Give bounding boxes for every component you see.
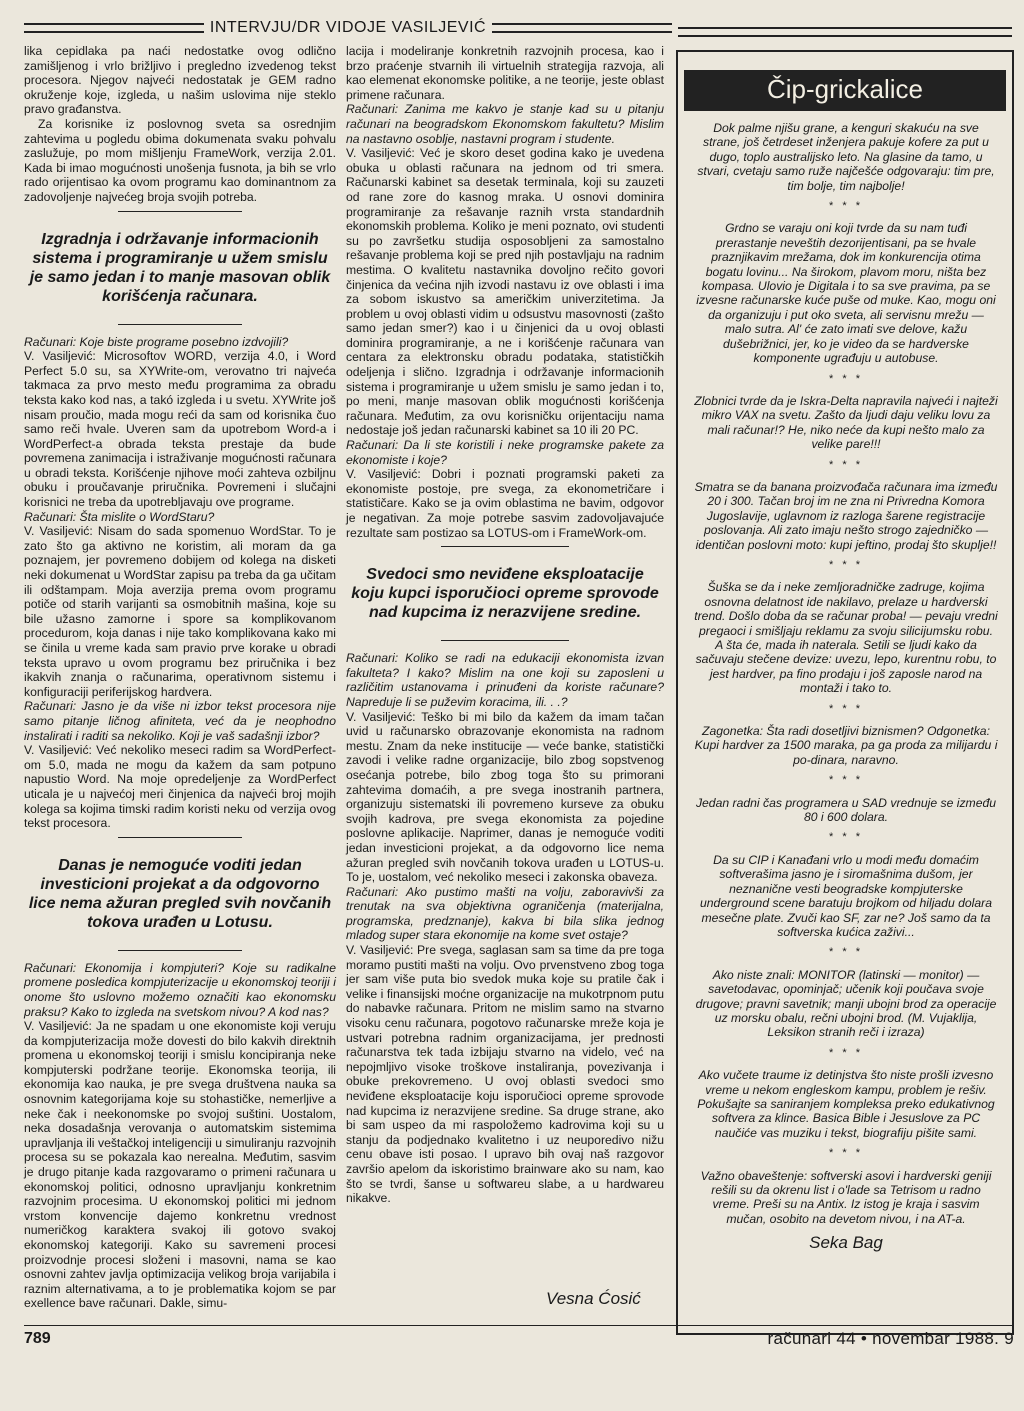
sidebar-item: Dok palme njišu grane, a kenguri skakuću na sve strane, još četrdeset inženjera pakuje kofere za put u dugo, toplo australijsko leto. Na glasine da tamo, u stvari, cvetaju samo ruže najčešće odgovaraju: tim pre, tim bolje, tim najbolje! [697,121,995,193]
answer: V. Vasiljević: Teško bi mi bilo da kažem da imam tačan uvid u računarsko obrazovanje ekonomista na radnom mestu. Znam da neke institucije — veće banke, statistički zavodi i velike radne organizacije, bilo zbog sopstvenog osećanja potrebe, bilo zbog toga što su primorani zahtevima domaćih, a pre svega inostranih partnera, organizuju sistematski ili povremeno kurseve za obuku svojih kadrova, pre svega ekonomista za pojedine poslovne aplikacije. Naprimer, danas je nemoguće voditi jedan investicioni projekat, a da odgovorno lice nema ažuran pregled svih novčanih tokova urađen u LOTUS-u. To je, uostalom, već nekoliko meseci i zakonska obaveza. [346,709,664,885]
sidebar-item: Jedan radni čas programera u SAD vrednuje se između 80 i 600 dolara. [695,795,997,825]
star-separator: * * * [829,774,863,787]
section-header [24,16,672,40]
divider [118,950,243,951]
section-title: INTERVJU/DR VIDOJE VASILJEVIĆ [209,19,487,36]
sidebar-item: Da su CIP i Kanađani vrlo u modi među domaćim softverašima jasno je i siromašnima dušom, jer neznanične vesti beogradske kompjuterske underground scene baratuju brojkom od hiljadu dolara mesečne plate. Zvuči kao SF, zar ne? Još samo da ta softverska kućica zaživi... [699,852,993,939]
header-rule-right [492,23,672,33]
sidebar-item: Zlobnici tvrde da je Iskra-Delta napravila najveći i najteži mikro VAX na svetu. Zašto da ljudi daju veliku lovu za mali računar!? He, niko neće da kupi nešto malo za velike pare!!! [694,393,998,452]
star-separator: * * * [829,458,863,471]
pull-quote: Izgradnja i održavanje informacionih sistema i programiranje u užem smislu je samo jedan i to manje masovan oblik korišćenja računara. [29,230,331,305]
divider [118,837,243,838]
question: Računari: Ako pustimo mašti na volju, zaboravivši za trenutak na sva objektivna ograničenja (materijalna, programska, predznanje), kakva bi bila slika jednog mladog super stara ekonomije na kome svet ostaje? [346,884,664,943]
star-separator: * * * [829,831,863,844]
divider [441,546,568,547]
star-separator: * * * [829,946,863,959]
sidebar-item: Grdno se varaju oni koji tvrde da su nam tuđi prerastanje neveštih dezorijentisani, pa se hvale praznjikavim mrežama, dok im konkurencija otima bogatu lovinu... Na širokom, plavom moru, ništa bez kompasa. Ulovio je Digitala i to sa sve pravima, pa se izvesne računarske kuće puše od muke. Kao, mogu oni da organizuju i put oko sveta, ali servisnu mrežu — malo sutra. Al' će zato imati sve delove, kažu dušebrižnici, jer, ko je video da se hardverske komponente ugrađuju u autobuse. [696,221,996,366]
star-separator: * * * [829,558,863,571]
sidebar-item: Važno obaveštenje: softverski asovi i hardverski geniji rešili su da okrenu list i o'lade sa Tetrisom u radno vreme. Preši su na Antix. Iz istog je kraja i sasvim mučan, osobito na devetom nivou, i na AT-a. [700,1168,992,1226]
issue-info: računari 44 • novembar 1988. 9 [767,1329,1014,1348]
article-column-1 [24,44,336,1311]
sidebar-signature: Seka Bag [809,1233,883,1253]
answer: V. Vasiljević: Dobri i poznati programski paketi za ekonomiste postoje, pre svega, za ekonometričare i statističare. Kako se ja ovim oblastima ne bavim, odgovor je negativan. Za moje potrebe sasvim zadovoljavajuće rezultate sam postizao sa LOTUS-om i FrameWork-om. [346,467,664,540]
article-column-2 [346,44,664,1206]
page-footer [24,1325,1014,1352]
author-byline: Vesna Ćosić [546,1289,641,1308]
question: Računari: Da li ste koristili i neke programske pakete za ekonomiste i koje? [346,438,664,467]
star-separator: * * * [829,1147,863,1160]
paragraph: Za korisnike iz poslovnog sveta sa osrednjim zahtevima u pogledu obima dokumenata svaku pohvalu zaslužuje, po mom mišljenju FrameWork, verzija 2.01. Kada bi imao mogućnosti unošenja fusnota, ja bih se vrlo rado orijentisao ka ovom programu kao dominantnom za zadovoljenje najvećeg broja svojih potreba. [24,116,336,204]
sidebar-item: Ako niste znali: MONITOR (latinski — monitor) — savetodavac, opominjač; učenik koji poučava svoje drugove; pravni savetnik; manji ubojni brod za operacije uz morsku obalu, rečni ubojni brod. (M. Vujaklija, Leksikon stranih reči i izraza) [695,967,997,1040]
question: Računari: Ekonomija i kompjuteri? Koje su radikalne promene posledica kompjuterizacije u ekonomskoj teoriji i onome što uslovno možemo označiti kao ekonomsku praksu? Kako to izgleda na svetskom nivou? A kod nas? [24,960,336,1019]
answer: V. Vasiljević: Microsoftov WORD, verzija 4.0, i Word Perfect 5.0 su, sa XYWrite-om, verovatno tri najveća takmaca za prvo mesto među programima za obradu teksta kako kod nas, a takó izgleda i u svetu. XYWrite još nisam proučio, mada mogu reći da sam od korisnika čuo samo reči hvale. Uveren sam da upotrebom Word-a i WordPerfect-a obrada teksta prestaje da bude povremena zanimacija i istraživanje mogućnosti računara u obradi teksta. Korišćenje njihove moći zahteva ozbiljnu obuku i proučavanje priručnika. Povremeni i slučajni korisnici ne treba da upotrebljavaju ove programe. [24,349,336,510]
pull-quote: Danas je nemoguće voditi jedan investicioni projekat a da odgovorno lice nema ažuran pregled svih novčanih tokova urađen u Lotusu. [28,856,332,931]
star-separator: * * * [829,200,863,213]
star-separator: * * * [829,1046,863,1059]
sidebar-item: Šuška se da i neke zemljoradničke zadruge, kojima osnovna delatnost ide nakilavo, prelaze u hardverski trend. Došlo doba da se računar proba! — pevaju vredni pregaoci i smišljaju reklamu za svoju silicijumsku robu. A šta će, mada ih naterala. Setili se ljudi kako da sačuvaju stečene devize: uvezu, lepo, kurentnu robu, to jest hardver, pa fino prodaju i još zaposle narod na montaži i tako to. [694,580,998,696]
sidebar-body [678,121,1012,1251]
folio-number: 789 [24,1330,51,1347]
star-separator: * * * [829,702,863,715]
sidebar-item: Smatra se da banana proizvođača računara ima između 20 i 300. Tačan broj im ne zna ni Privredna Komora Jugoslavije, uglavnom iz razloga šarene registracije poslovanja. Ali zato imaju nešto strogo zajedničko — identičan poslovni moto: kupi jeftino, prodaj što skuplje!! [694,479,998,552]
divider [118,324,243,325]
sidebar-box [676,50,1014,1335]
question: Računari: Zanima me kakvo je stanje kad su u pitanju računari na beogradskom Ekonomskom fakultetu? Mislim na nastavno osoblje, nastavni program i studente. [346,102,664,146]
answer: V. Vasiljević: Ja ne spadam u one ekonomiste koji veruju da kompjuterizacija može dovesti do bilo kakvih direktnih promena u ekonomskoj teoriji i smislu koncipiranja neke kompjuterski podržane teorije. Ekonomska teorija, ili ekonomija kao nauka, je pre svega društvena nauka sa osnovnim kategorijama koje su stohastičke, nemerljive a neke čak i neekonomske po svojoj suštini. Uostalom, neka dosadašnja verovanja o automatskim sistemima upravljanja ili veštačkoj inteligenciji u simuliranju razvojnih procesa su se pokazala kao nerealna. Međutim, sasvim je drugo pitanje kada razgovaramo o primeni računara u ekonomskoj politici, odnosno upravljanju konkretnim razvojnim procesima. U ekonomskoj politici mi jednom vrstom konvencije dajemo konkretnu vrednost numeričkog karaktera svakoj ili gotovo svakoj ekonomskoj kategoriji. Kako su savremeni procesi proizvodnje procesi složeni i masovni, nama se kao osnovni zahtev javlja optimizacija velikog broja varijabila i raznim alternativama, a to je problematika kojom se par exellence bave računari. Dakle, simu- [24,1019,336,1311]
answer: V. Vasiljević: Već je skoro deset godina kako je uvedena obuka u oblasti računara na jednom od tri smera. Računarski kabinet sa desetak terminala, koji su zauzeti od rane zore do kasnog mraka. U osnovi dominira programiranje za rešavanje raznih vrsta standardnih ekonomskih problema. Koliko je meni poznato, ovi studenti su po završetku studija osposobljeni za samostalno rešavanje problema koji se pred njih postavljaju na radnim mestima. O kvalitetu nastavnika dovoljno rečito govori činjenica da većina njih izvodi nastavu iz ove oblasti i ima za sobom iskustvo sa američkim univerzitetima. Ja problem u ovoj oblasti vidim u odsustvu masovnosti (zašto samo jedan smer?) kao i u činjenici da u ovoj oblasti dominira programiranje, a ne i korišćenje računara van centara za elektronsku obradu podataka, statističkih odeljenja i slično. Izgradnja i održavanje informacionih sistema i programiranje u užem smislu je samo jedan i to, po meni, manje masovan oblik mogućnosti korišćenja računara. Međutim, za ovu korisničku orijentaciju nama nedostaje još jedan računarski kabinet sa 10 ili 20 PC. [346,146,664,438]
answer: V. Vasiljević: Pre svega, saglasan sam sa time da pre toga moramo pustiti mašti na volju. Ovo prvenstveno zbog toga jer sam više puta bio svedok muka koje su pratile čak i velike i finansijski moćne organizacije na mukotrpnom putu do nabavke računara. Pritom ne mislim samo na stvarno visoku cenu računara, pogotovo računarske mreže koja je ustvari potrebna radnim organizacijama, jer prednosti računarstva tek tada izbijaju stvarno na videlo, već na nepojmljivo visoke troškove instaliranja, povezivanja i obuke prekovremeno. U ovoj oblasti svedoci smo neviđene eksploatacije koju isporučioci opreme sprovode nad kupcima iz nerazvijene sredine. Sa druge strane, ako bi sam uspeo da mi raspoložemo kadrovima koji su u stanju da podjednako kvalitetno i uz neuporedivo nižu cenu obave isti posao. I upravo bih ovaj naš razgovor završio apelom da iskoristimo brainware ako su nam, kao što se tvrdi, šanse u softwareu slabe, a u hardwareu nikakve. [346,943,664,1206]
paragraph: lika cepidlaka pa naći nedostatke ovog odlično zamišljenog i vrlo brižljivo i pregledno izvedenog tekst procesora. Njegov najveći nedostatak je GEM radno okruženje koje, izgleda, u našim uslovima nije steklo pravo građanstva. [24,44,336,117]
answer: V. Vasiljević: Već nekoliko meseci radim sa WordPerfect-om 5.0, mada ne mogu da kažem da sam potpuno napustio Word. Na moje opredeljenje za WordPerfect uticala je u najvećoj meri činjenica da najveći broj mojih kolega sa kojima timski radim koristi neku od verzija ovog tekst procesora. [24,743,336,831]
star-separator: * * * [829,372,863,385]
sidebar-title: Čip-grickalice [684,70,1006,111]
question: Računari: Koje biste programe posebno izdvojili? [24,334,289,349]
sidebar-top-rule [678,27,1012,37]
paragraph: lacija i modeliranje konkretnih razvojnih procesa, kao i brzo praćenje stvarnih ili virtuelnih strategija razvoja, ali kao elemenat ekonomske politike, a ne teorije, jeste oblast primene računara. [346,44,664,102]
sidebar-item: Ako vučete traume iz detinjstva što niste prošli izvesno vreme u nekom engleskom kampu, problem je rešiv. Pokušajte sa saniranjem kompleksa preko edukativnog softvera za klince. Basica Bible i Jesuslove za PC naučiće vas muziku i tekst, biografiju pišite sami. [697,1068,995,1140]
question: Računari: Šta mislite o WordStaru? [24,509,215,524]
divider [441,640,568,641]
pull-quote: Svedoci smo neviđene eksploatacije koju kupci isporučioci opreme sprovode nad kupcima iz nerazvijene sredine. [351,566,659,622]
divider [118,211,243,212]
question: Računari: Jasno je da više ni izbor tekst procesora nije samo pitanje ličnog afiniteta, već da je neophodno instalirati i raditi sa nekoliko. Koji je vaš sadašnji izbor? [24,699,336,743]
sidebar-item: Zagonetka: Šta radi dosetljivi biznismen? Odgonetka: Kupi hardver za 1500 maraka, pa ga proda za milijardu i po-dinara, naravno. [694,724,998,767]
header-rule-left [24,23,204,33]
question: Računari: Koliko se radi na edukaciji ekonomista izvan fakulteta? I kako? Mislim na one koji su zaposleni u različitim ustanovama i prinuđeni da koriste računare? Napreduje li se puževim koracima, ili. . .? [346,651,664,709]
answer: V. Vasiljević: Nisam do sada spomenuo WordStar. To je zato što ga aktivno ne koristim, ali moram da ga poznajem, jer povremeno dobijem od kolega na disketi neki dokumenat u WordStar zapisu pa treba da ga učitam ili odštampam. Moja averzija prema ovom programu potiče od starih varijanti sa osmobitnih mašina, koje su bile užasno zamorne i spore sa komplikovanom procedurom, koja danas i nije tako komplikovana kako mi se činila u vreme kada sam pravio prve korake u obradi teksta upravo u ovom programu bez priručnika i bez ikakvih znanja o računarima, operativnom sistemu i konfiguraciji periferijskog hardvera. [24,524,336,699]
